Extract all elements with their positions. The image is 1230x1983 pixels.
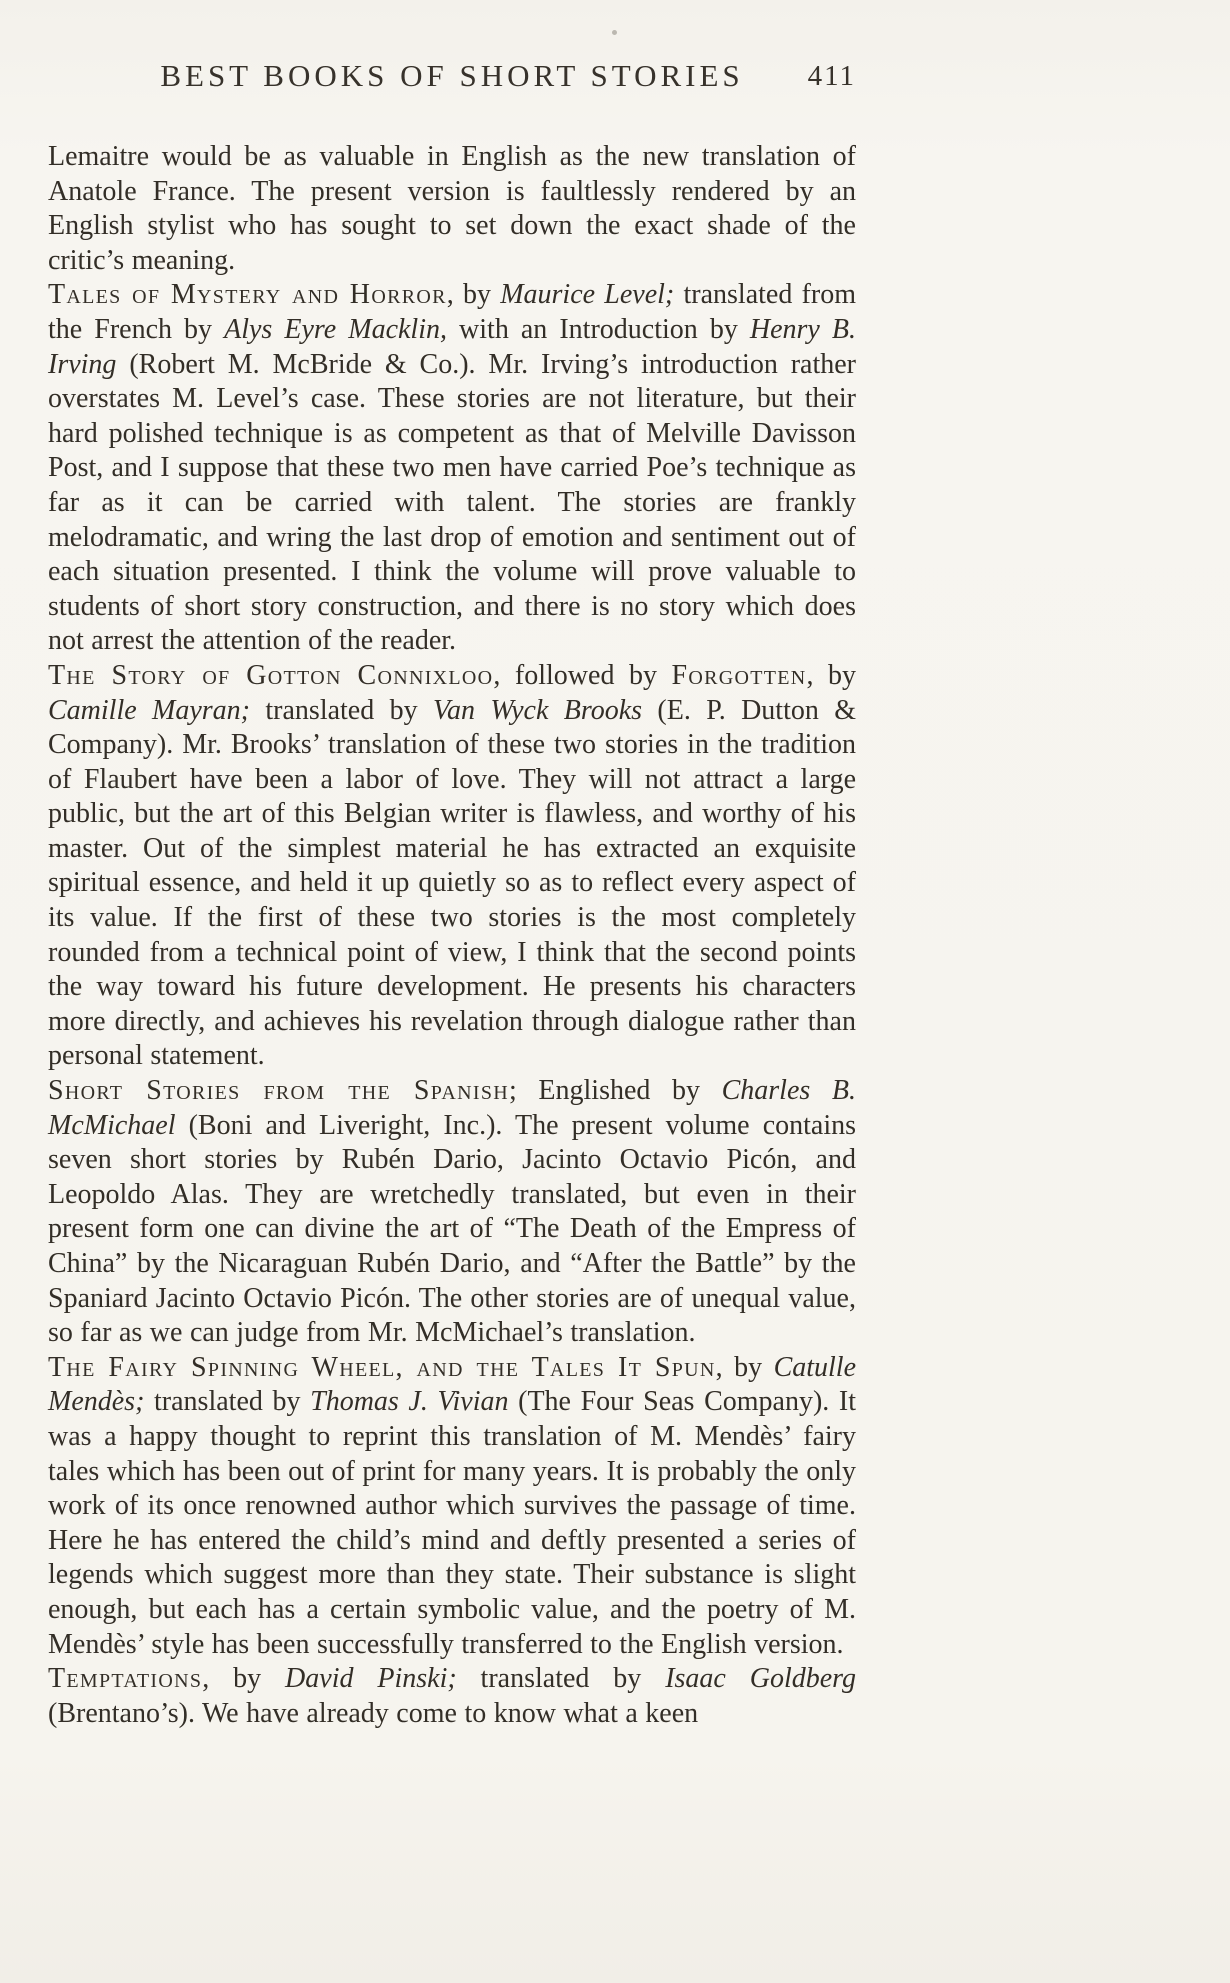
paragraph-4: [48, 1074, 856, 1351]
proper-name-italic: Catulle Mendès;: [48, 1351, 857, 1418]
proper-name-italic: Charles B. McMichael: [48, 1075, 856, 1141]
page-number: 411: [807, 60, 856, 92]
body-text: with an Introduction by: [447, 313, 750, 345]
paragraph-6: [48, 1662, 856, 1731]
body-text: translated by: [144, 1386, 311, 1418]
body-text: ; Englished by: [509, 1075, 722, 1107]
proper-name-italic: Alys Eyre Macklin,: [224, 313, 447, 345]
text-block: [48, 140, 856, 1731]
paragraph-1: [48, 140, 856, 278]
entry-title: Short Stories from the Spanish: [48, 1075, 510, 1107]
body-text: , followed by: [493, 659, 672, 691]
body-text: (Boni and Liveright, Inc.). The present volume contains seven short stories by Rubén Dario, Jacinto Octavio Picón, and Leopoldo Alas. They are wretchedly translated, but even in their present form one can divine the art of “The Death of the Empress of China” by the Nicaraguan Rubén Dario, and “After the Battle” by the Spaniard Jacinto Octavio Picón. The other stories are of unequal value, so far as we can judge from Mr. McMichael’s translation.: [48, 1109, 856, 1349]
body-text: (E. P. Dutton & Company). Mr. Brooks’ translation of these two stories in the tradition of Flaubert have been a labor of love. They will not attract a large public, but the art of this Belgian writer is flawless, and worthy of his master. Out of the simplest material he has extracted an exquisite spiritual essence, and held it up quietly so as to reflect every aspect of its value. If the first of these two stories is the most completely rounded from a technical point of view, I think that the second points the way toward his future development. He presents his characters more directly, and achieves his revelation through dialogue rather than personal statement.: [48, 694, 857, 1072]
paragraph-5: [48, 1351, 856, 1662]
body-text: Lemaitre would be as valuable in English as the new translation of Anatole France. The present version is faultlessly rendered by an English stylist who has sought to set down the exact shade of the critic’s meaning.: [48, 141, 856, 276]
body-text: (Brentano’s). We have already come to know what a keen: [48, 1697, 699, 1729]
proper-name-italic: Camille Mayran;: [48, 694, 251, 726]
proper-name-italic: Isaac Goldberg: [665, 1663, 857, 1695]
body-text: translated by: [250, 694, 433, 726]
proper-name-italic: David Pinski;: [285, 1663, 457, 1695]
body-text: , by: [202, 1663, 286, 1695]
running-head: BEST BOOKS OF SHORT STORIES: [160, 58, 744, 93]
body-text: , by: [806, 659, 856, 691]
proper-name-italic: Maurice Level;: [500, 279, 675, 311]
scan-speck: [612, 30, 617, 35]
page-header: [48, 58, 856, 106]
body-text: , by: [446, 279, 501, 311]
body-text: , by: [715, 1351, 774, 1383]
proper-name-italic: Thomas J. Vivian: [310, 1386, 509, 1418]
body-text: translated by: [456, 1663, 666, 1695]
entry-title: Tales of Mystery and Horror: [48, 279, 447, 311]
entry-title: Temptations: [48, 1663, 203, 1695]
page-content: [48, 58, 856, 1731]
proper-name-italic: Van Wyck Brooks: [432, 694, 643, 726]
paragraph-2: [48, 278, 856, 659]
entry-title: The Story of Gotton Connixloo: [48, 659, 494, 691]
body-text: (The Four Seas Company). It was a happy thought to reprint this translation of M. Mendès’ fairy tales which has been out of print for many years. It is probably the only work of its once renowned author which survives the passage of time. Here he has entered the child’s mind and deftly presented a series of legends which suggest more than they state. Their substance is slight enough, but each has a certain symbolic value, and the poetry of M. Mendès’ style has been successfully transferred to the English version.: [48, 1386, 856, 1660]
body-text: (Robert M. McBride & Co.). Mr. Irving’s introduction rather overstates M. Level’s case. These stories are not literature, but their hard polished technique is as competent as that of Melville Davisson Post, and I suppose that these two men have carried Poe’s technique as far as it can be carried with talent. The stories are frankly melodramatic, and wring the last drop of emotion and sentiment out of each situation presented. I think the volume will prove valuable to students of short story construction, and there is no story which does not arrest the attention of the reader.: [48, 348, 856, 657]
entry-title: The Fairy Spinning Wheel, and the Tales It Spun: [48, 1351, 716, 1383]
entry-title: Forgotten: [671, 659, 807, 691]
proper-name-italic: Henry B. Irving: [48, 313, 857, 380]
paragraph-3: [48, 659, 856, 1074]
body-text: translated from the French by: [48, 279, 856, 345]
